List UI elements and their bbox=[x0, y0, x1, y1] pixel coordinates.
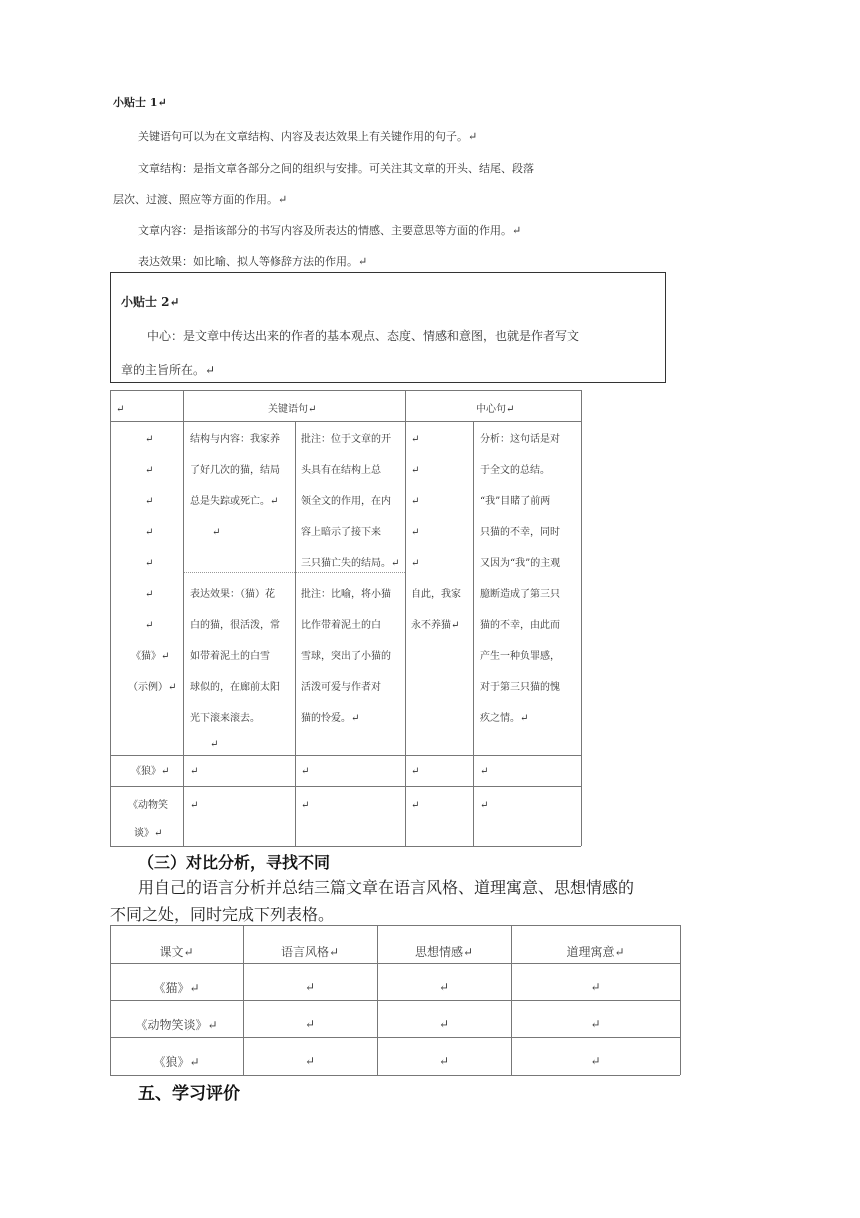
analysis-text: 于全文的总结。 bbox=[480, 465, 550, 476]
blank-mark: ↵ bbox=[145, 558, 154, 569]
row-label-animal: 《动物笑谈》↵ bbox=[135, 1018, 218, 1032]
blank-mark: ↵ bbox=[411, 527, 420, 538]
analysis-text: 产生一种负罪感， bbox=[480, 651, 560, 662]
blank-mark: ↵ bbox=[411, 800, 420, 811]
struct-note: 领全文的作用，在内 bbox=[301, 496, 391, 507]
tip1-title: 小贴士 1↵ bbox=[113, 96, 167, 109]
blank-mark: ↵ bbox=[145, 465, 154, 476]
blank-mark: ↵ bbox=[590, 980, 601, 994]
blank-mark: ↵ bbox=[304, 980, 316, 994]
row-label-animal: 谈》↵ bbox=[134, 828, 163, 839]
blank-mark: ↵ bbox=[480, 800, 489, 811]
tip2-box bbox=[110, 272, 666, 383]
section5-title: 五、学习评价 bbox=[138, 1084, 240, 1104]
header-center-sentence: 中心句↵ bbox=[476, 404, 515, 415]
blank-mark: ↵ bbox=[145, 527, 154, 538]
blank-mark: ↵ bbox=[411, 496, 420, 507]
row-label-animal: 《动物笑 bbox=[128, 800, 168, 811]
analysis-text: 疚之情。↵ bbox=[480, 713, 529, 724]
section3-text: 不同之处，同时完成下列表格。 bbox=[110, 905, 335, 924]
blank-mark: ↵ bbox=[438, 980, 450, 994]
blank-mark: ↵ bbox=[145, 496, 154, 507]
expr-note: 比作带着泥土的白 bbox=[301, 620, 381, 631]
analysis-text: 对于第三只猫的愧 bbox=[480, 682, 560, 693]
tip2-line: 中心：是文章中传达出来的作者的基本观点、态度、情感和意图，也就是作者写文 bbox=[147, 329, 580, 343]
struct-text: 了好几次的猫，结局 bbox=[190, 465, 280, 476]
analysis-text: 只猫的不幸，同时 bbox=[480, 527, 560, 538]
struct-text: 总是失踪或死亡。↵ bbox=[190, 496, 279, 507]
blank-mark: ↵ bbox=[145, 620, 154, 631]
blank-mark: ↵ bbox=[190, 766, 199, 777]
row-label-wolf: 《狼》↵ bbox=[153, 1055, 200, 1069]
blank-mark: ↵ bbox=[301, 766, 310, 777]
blank-mark: ↵ bbox=[590, 1017, 601, 1031]
tip1-line: 文章内容：是指该部分的书写内容及所表达的情感、主要意思等方面的作用。↵ bbox=[138, 224, 522, 237]
expr-text: 球似的，在廊前太阳 bbox=[190, 682, 280, 693]
header-text: 课文↵ bbox=[159, 945, 194, 959]
blank-mark: ↵ bbox=[438, 1017, 450, 1031]
blank-mark: ↵ bbox=[480, 766, 489, 777]
center-sentence: 永不养猫↵ bbox=[411, 620, 460, 631]
blank-mark: ↵ bbox=[304, 1054, 316, 1068]
expr-note: 活泼可爱与作者对 bbox=[301, 682, 381, 693]
analysis-text: “我”目睹了前两 bbox=[480, 496, 551, 507]
expr-note: 批注：比喻，将小猫 bbox=[301, 589, 391, 600]
section3-title: （三）对比分析，寻找不同 bbox=[138, 853, 331, 872]
struct-note: 批注：位于文章的开 bbox=[301, 434, 391, 445]
center-sentence: 自此，我家 bbox=[411, 589, 461, 600]
row-label-wolf: 《狼》↵ bbox=[131, 766, 170, 777]
expr-note: 雪球，突出了小猫的 bbox=[301, 651, 391, 662]
struct-text: 结构与内容：我家养 bbox=[190, 434, 280, 445]
tip1-line: 文章结构：是指文章各部分之间的组织与安排。可关注其文章的开头、结尾、段落 bbox=[138, 162, 534, 175]
expr-text: 表达效果：（猫）花 bbox=[190, 589, 275, 600]
header-emotion: 思想情感↵ bbox=[414, 945, 474, 959]
tip1-line: 关键语句可以为在文章结构、内容及表达效果上有关键作用的句子。↵ bbox=[138, 130, 478, 143]
blank-mark: ↵ bbox=[411, 465, 420, 476]
blank-mark: ↵ bbox=[411, 558, 420, 569]
analysis-text: 臆断造成了第三只 bbox=[480, 589, 560, 600]
header-language-style: 语言风格↵ bbox=[280, 945, 340, 959]
header-key-sentence: 关键语句↵ bbox=[268, 404, 317, 415]
blank-mark: ↵ bbox=[411, 766, 420, 777]
blank-mark: ↵ bbox=[304, 1017, 316, 1031]
tip2-line: 章的主旨所在。↵ bbox=[121, 363, 216, 377]
blank-mark: ↵ bbox=[190, 800, 199, 811]
analysis-text: 分析：这句话是对 bbox=[480, 434, 560, 445]
tip2-title: 小贴士 2↵ bbox=[121, 295, 180, 309]
blank-mark: ↵ bbox=[301, 800, 310, 811]
expr-text: 白的猫，很活泼，常 bbox=[190, 620, 280, 631]
blank-mark: ↵ bbox=[210, 739, 219, 750]
expr-text: 光下滚来滚去。 bbox=[190, 713, 260, 724]
blank-mark: ↵ bbox=[145, 589, 154, 600]
blank-mark: ↵ bbox=[411, 434, 420, 445]
struct-note: 三只猫亡失的结局。↵ bbox=[301, 558, 400, 569]
header-blank: ↵ bbox=[116, 404, 125, 415]
section3-text: 用自己的语言分析并总结三篇文章在语言风格、道理寓意、思想情感的 bbox=[138, 878, 635, 897]
analysis-text: 又因为“我”的主观 bbox=[480, 558, 561, 569]
blank-mark: ↵ bbox=[438, 1054, 450, 1068]
tip1-line: 表达效果：如比喻、拟人等修辞方法的作用。↵ bbox=[138, 255, 368, 268]
expr-note: 猫的怜爱。↵ bbox=[301, 713, 360, 724]
blank-mark: ↵ bbox=[145, 434, 154, 445]
tip1-line: 层次、过渡、照应等方面的作用。↵ bbox=[113, 193, 288, 206]
header-meaning: 道理寓意↵ bbox=[566, 945, 625, 959]
struct-note: 容上暗示了接下来 bbox=[301, 527, 381, 538]
blank-mark: ↵ bbox=[590, 1054, 601, 1068]
row-label-cat: 《猫》↵ bbox=[131, 651, 170, 662]
analysis-text: 猫的不幸，由此而 bbox=[480, 620, 560, 631]
row-label-example: （示例）↵ bbox=[128, 682, 177, 693]
blank-mark: ↵ bbox=[212, 527, 221, 538]
row-label-cat: 《猫》↵ bbox=[153, 981, 200, 995]
struct-note: 头具有在结构上总 bbox=[301, 465, 381, 476]
expr-text: 如带着泥土的白雪 bbox=[190, 651, 270, 662]
